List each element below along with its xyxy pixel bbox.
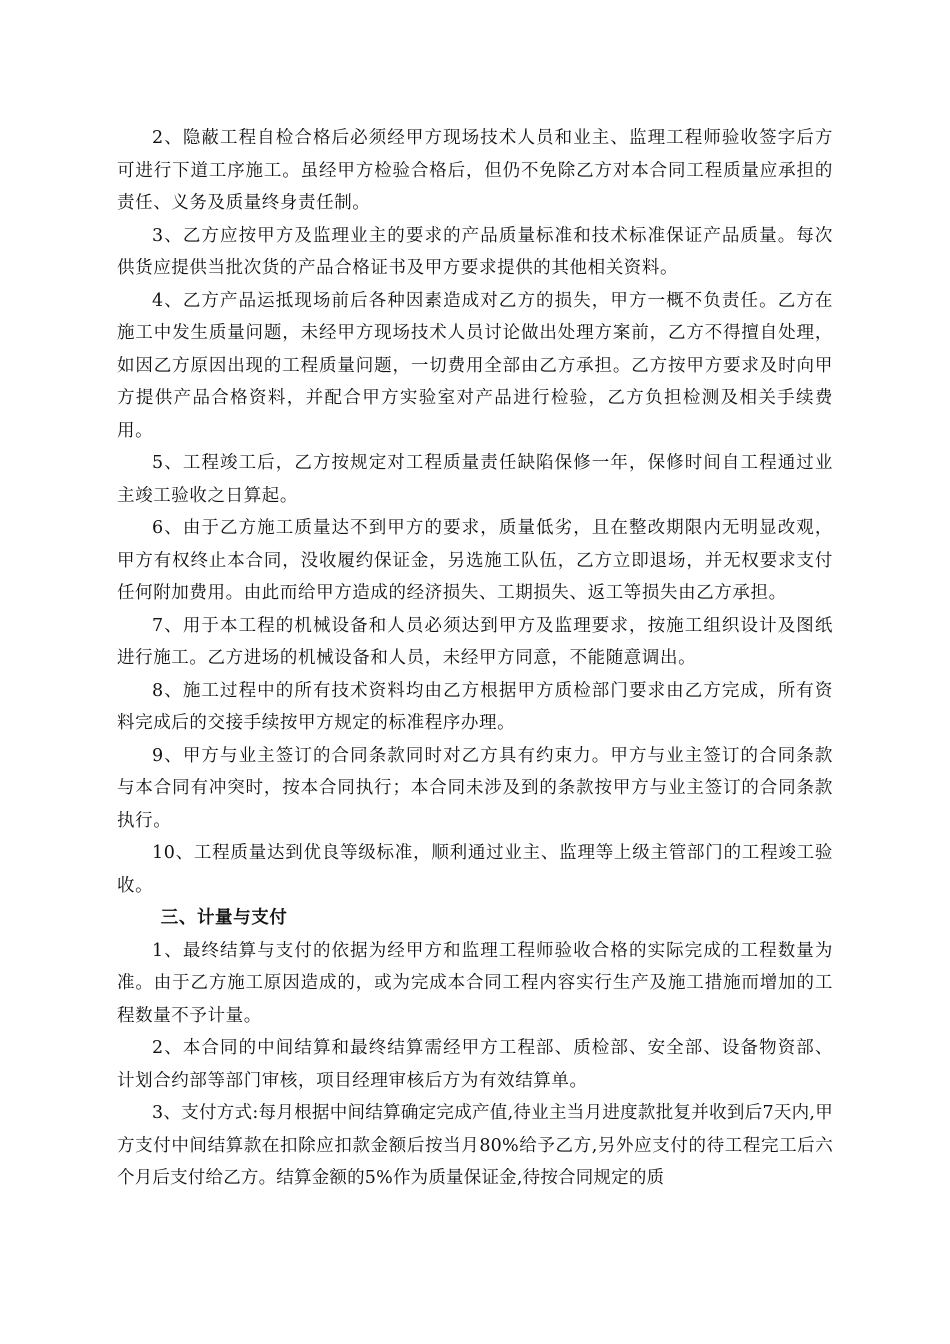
clause-7-paragraph: 7、用于本工程的机械设备和人员必须达到甲方及监理要求，按施工组织设计及图纸进行施工。乙方进场的机械设备和人员，未经甲方同意，不能随意调出。: [117, 615, 833, 668]
clause-6-paragraph: 6、由于乙方施工质量达不到甲方的要求，质量低劣，且在整改期限内无明显改观，甲方有权终止本合同，没收履约保证金，另选施工队伍，乙方立即退场，并无权要求支付任何附加费用。由此而给甲方造成的经济损失、工期损失、返工等损失由乙方承担。: [117, 518, 833, 603]
clause-3-paragraph: 3、乙方应按甲方及监理业主的要求的产品质量标准和技术标准保证产品质量。每次供货应提供当批次货的产品合格证书及甲方要求提供的其他相关资料。: [117, 225, 833, 278]
payment-clause-1-paragraph: 1、最终结算与支付的依据为经甲方和监理工程师验收合格的实际完成的工程数量为准。由于乙方施工原因造成的，或为完成本合同工程内容实行生产及施工措施而增加的工程数量不予计量。: [117, 940, 833, 1026]
clause-4-paragraph: 4、乙方产品运抵现场前后各种因素造成对乙方的损失，甲方一概不负责任。乙方在施工中发生质量问题，未经甲方现场技术人员讨论做出处理方案前，乙方不得擅自处理，如因乙方原因出现的工程质量问题，一切费用全部由乙方承担。乙方按甲方要求及时向甲方提供产品合格资料，并配合甲方实验室对产品进行检验，乙方负担检测及相关手续费用。: [117, 290, 833, 441]
payment-clause-3-paragraph: 3、支付方式:每月根据中间结算确定完成产值,待业主当月进度款批复并收到后7天内,甲方支付中间结算款在扣除应扣款金额后按当月80%给予乙方,另外应支付的待工程完工后六个月后支付给乙方。结算金额的5%作为质量保证金,待按合同规定的质: [117, 1103, 833, 1188]
clause-2-paragraph: 2、隐蔽工程自检合格后必须经甲方现场技术人员和业主、监理工程师验收签字后方可进行下道工序施工。虽经甲方检验合格后，但仍不免除乙方对本合同工程质量应承担的责任、义务及质量终身责任制。: [117, 128, 833, 213]
clause-10-paragraph: 10、工程质量达到优良等级标准，顺利通过业主、监理等上级主管部门的工程竣工验收。: [117, 843, 833, 896]
clause-8-paragraph: 8、施工过程中的所有技术资料均由乙方根据甲方质检部门要求由乙方完成，所有资料完成后的交接手续按甲方规定的标准程序办理。: [117, 680, 833, 733]
section-heading: 三、计量与支付: [160, 908, 288, 928]
clause-9-paragraph: 9、甲方与业主签订的合同条款同时对乙方具有约束力。甲方与业主签订的合同条款与本合同有冲突时，按本合同执行；本合同未涉及到的条款按甲方与业主签订的合同条款执行。: [117, 745, 833, 831]
contract-page: [117, 122, 833, 1195]
clause-5-paragraph: 5、工程竣工后，乙方按规定对工程质量责任缺陷保修一年，保修时间自工程通过业主竣工验收之日算起。: [117, 453, 833, 506]
payment-clause-2-paragraph: 2、本合同的中间结算和最终结算需经甲方工程部、质检部、安全部、设备物资部、计划合约部等部门审核，项目经理审核后方为有效结算单。: [117, 1038, 833, 1091]
